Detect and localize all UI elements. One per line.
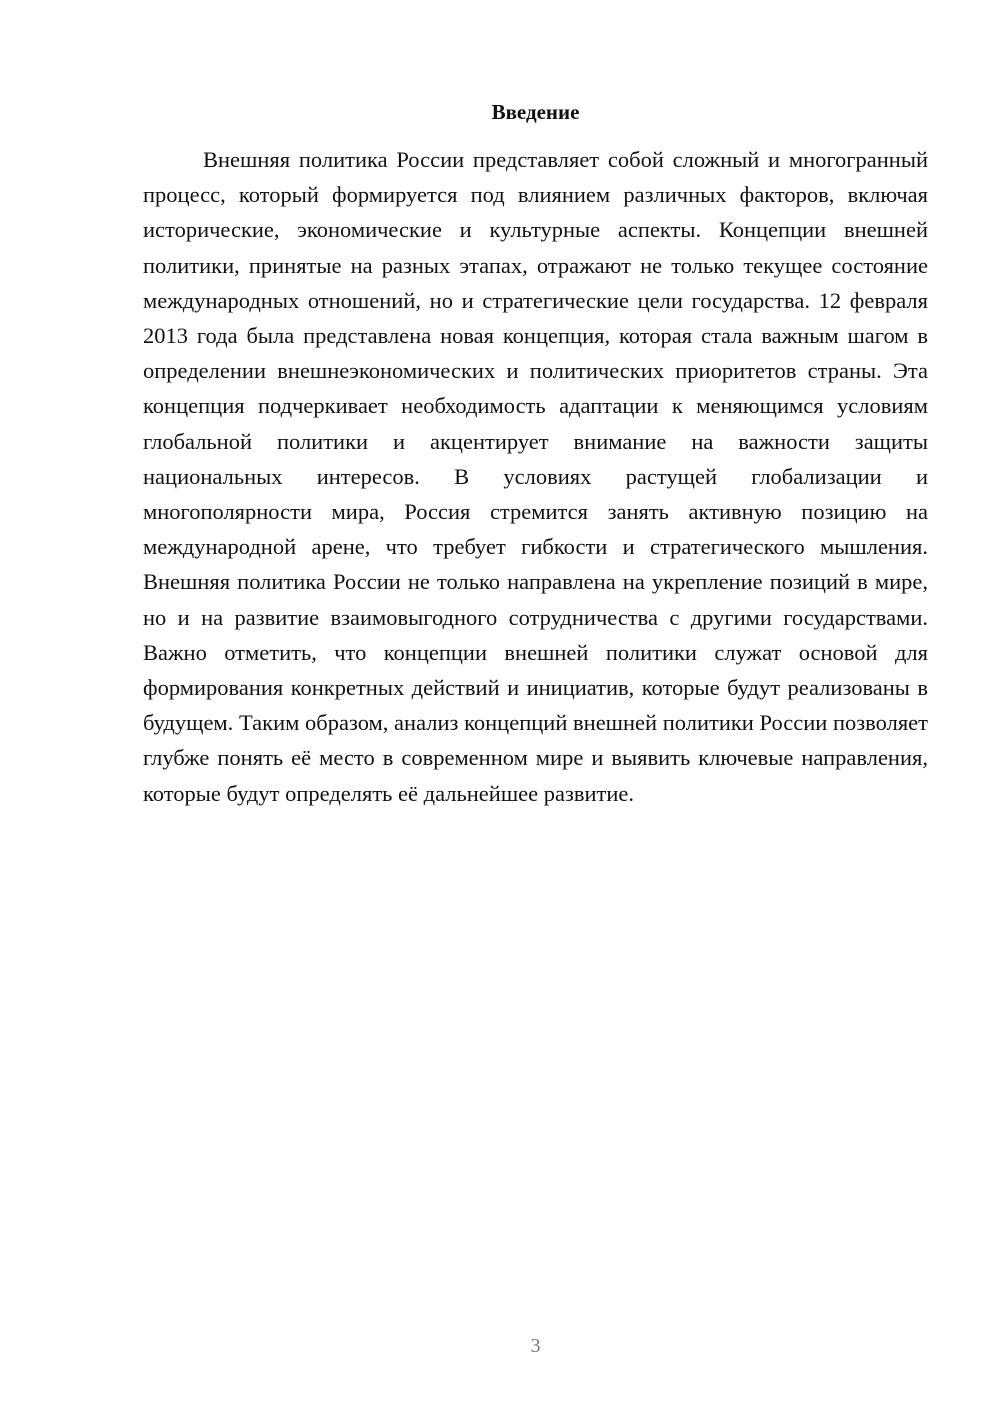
- section-title: Введение: [491, 100, 580, 124]
- page-number: 3: [530, 1335, 541, 1357]
- intro-paragraph: Внешняя политика России представляет собой сложный и многогранный процесс, который формируется под влиянием различных факторов, включая исторические, экономические и культурные аспекты. Концепции внешней политики, принятые на разных этапах, отражают не только текущее состояние международных отношений, но и стратегические цели государства. 12 февраля 2013 года была представлена новая концепция, которая стала важным шагом в определении внешнеэкономических и политических приоритетов страны. Эта концепция подчеркивает необходимость адаптации к меняющимся условиям глобальной политики и акцентирует внимание на важности защиты национальных интересов. В условиях растущей глобализации и многополярности мира, Россия стремится занять активную позицию на международной арене, что требует гибкости и стратегического мышления. Внешняя политика России не только направлена на укрепление позиций в мире, но и на развитие взаимовыгодного сотрудничества с другими государствами. Важно отметить, что концепции внешней политики служат основой для формирования конкретных действий и инициатив, которые будут реализованы в будущем. Таким образом, анализ концепций внешней политики России позволяет глубже понять её место в современном мире и выявить ключевые направления, которые будут определять её дальнейшее развитие.: [143, 147, 928, 806]
